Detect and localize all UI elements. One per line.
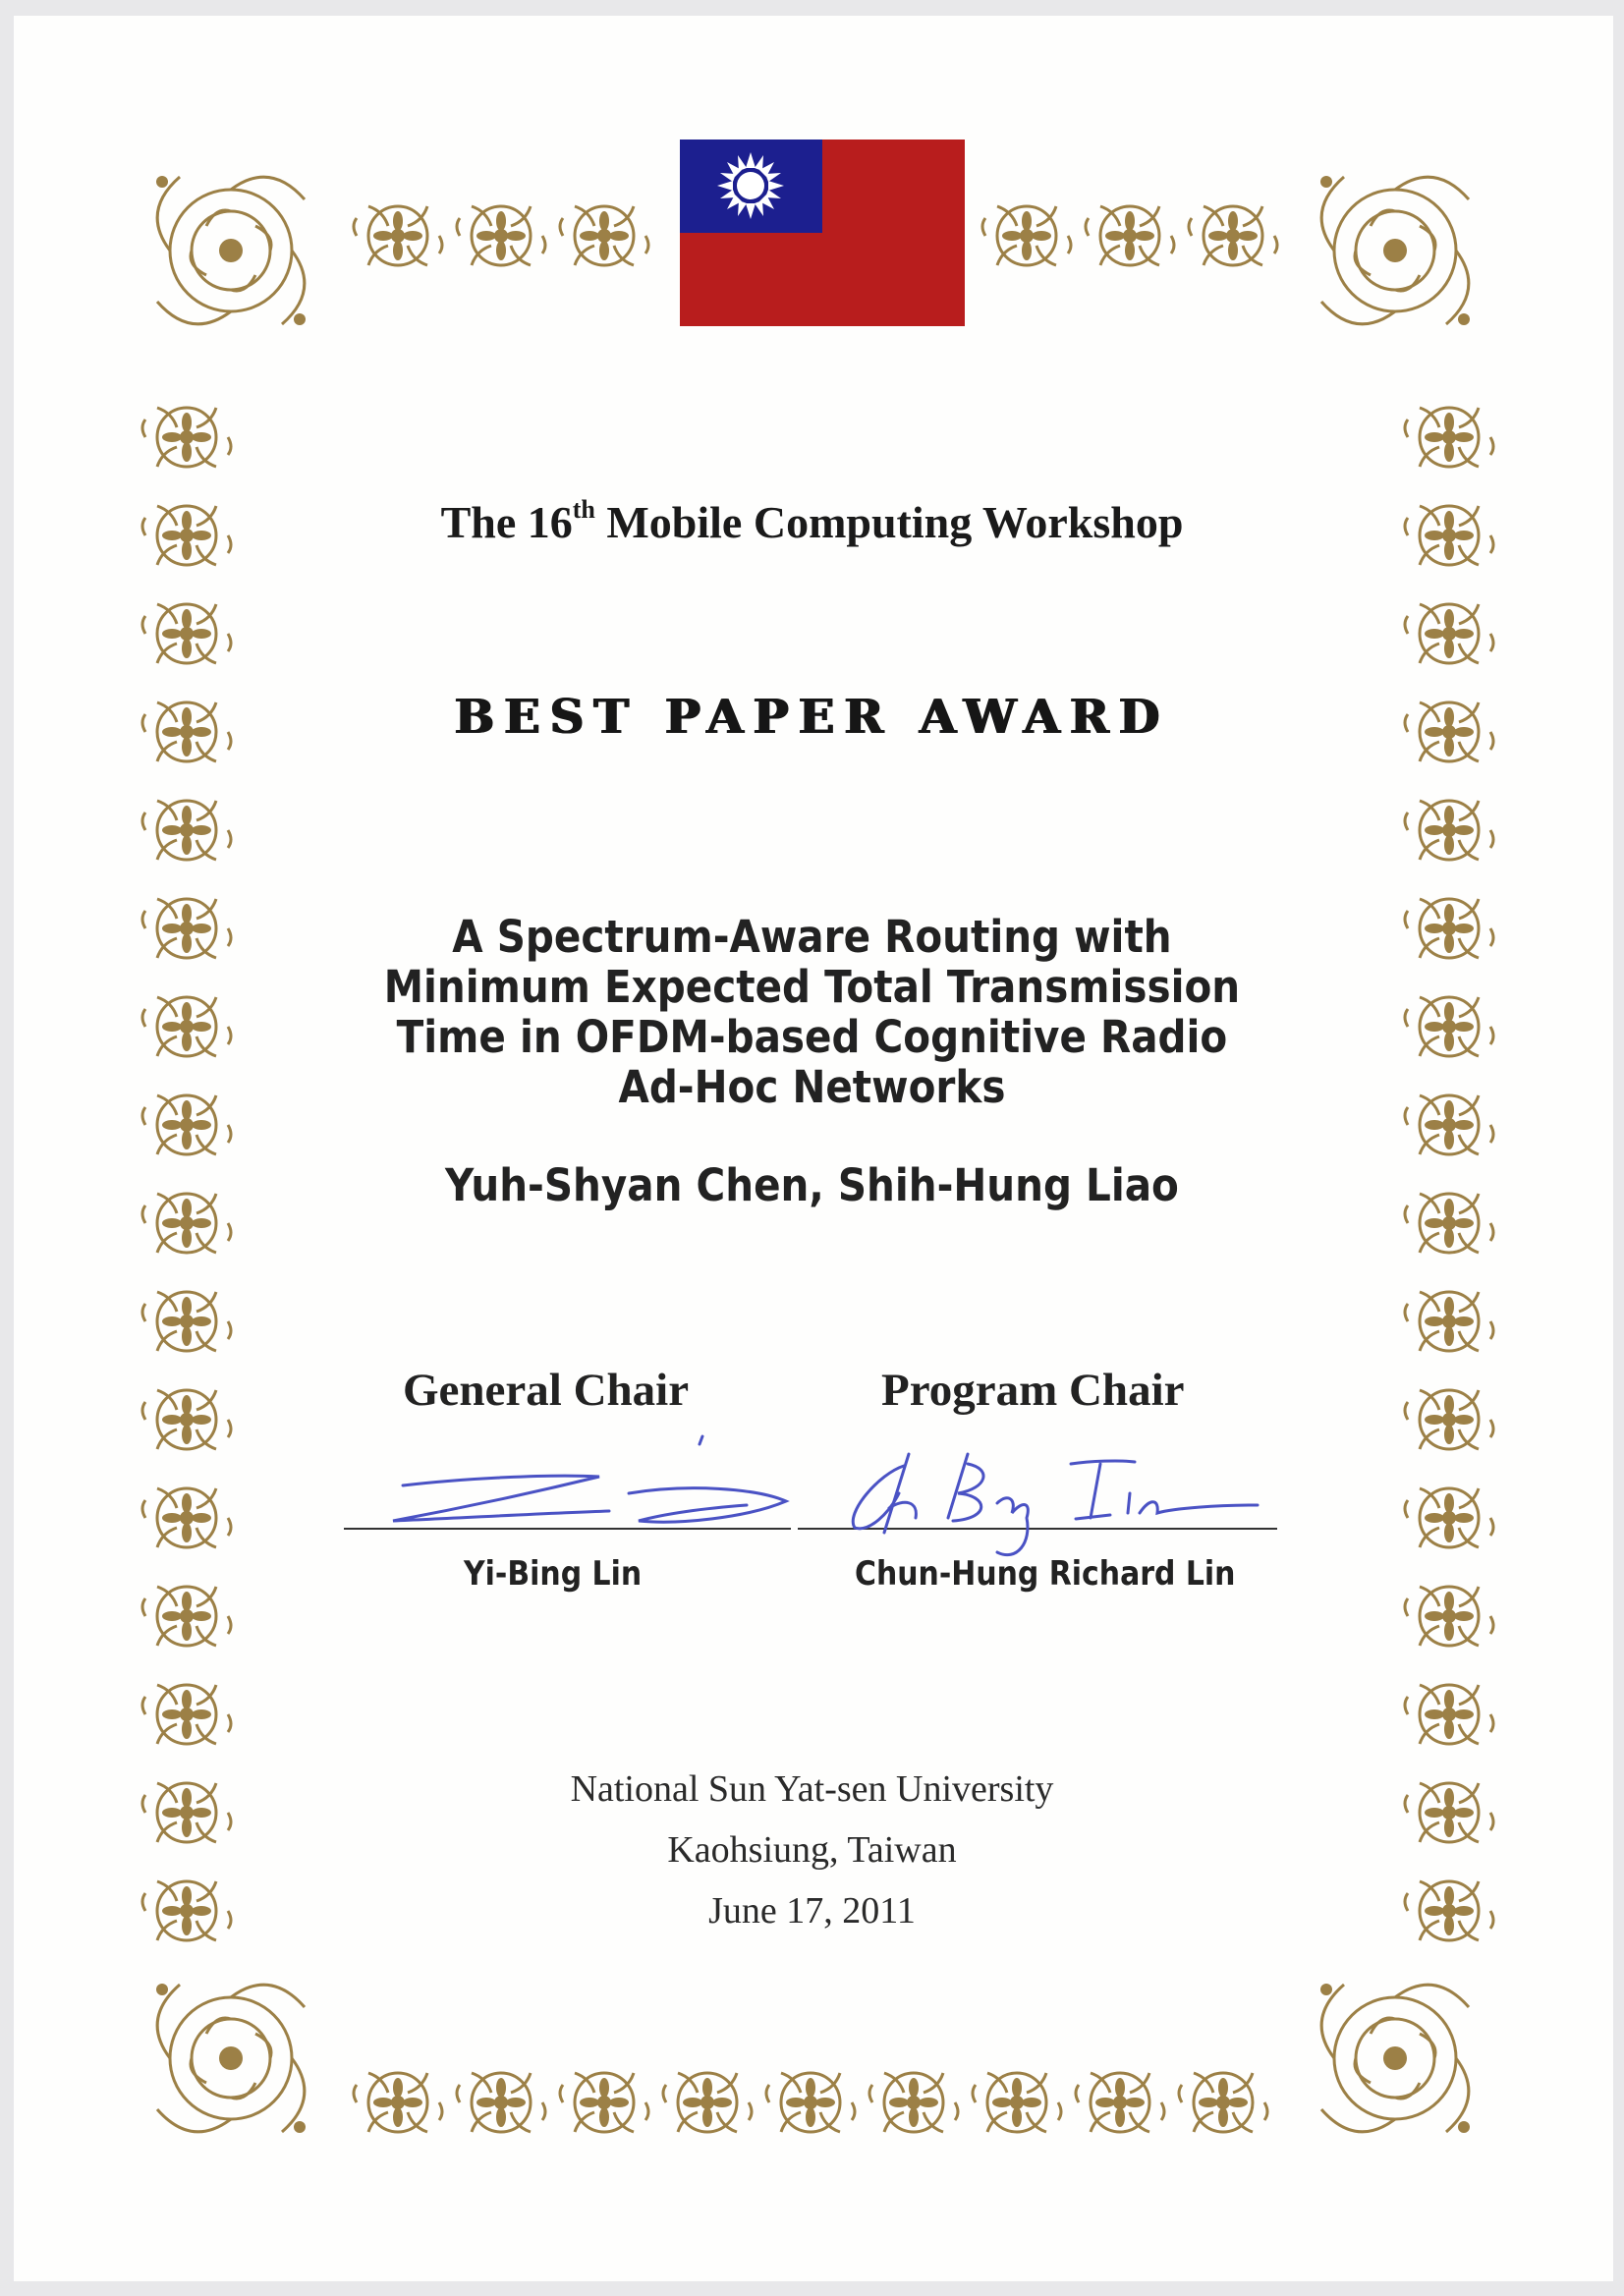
general-chair-name: Yi-Bing Lin xyxy=(464,1554,643,1594)
award-title: BEST PAPER AWARD xyxy=(454,690,1170,745)
paper-title-line: A Spectrum-Aware Routing with xyxy=(452,911,1172,963)
venue-location: Kaohsiung, Taiwan xyxy=(667,1829,957,1871)
paper-title-line: Time in OFDM-based Cognitive Radio xyxy=(396,1011,1228,1063)
workshop-prefix: The 16 xyxy=(440,497,573,547)
program-chair-signature xyxy=(853,1454,1258,1555)
program-chair-title: Program Chair xyxy=(881,1365,1185,1416)
paper-title-line: Minimum Expected Total Transmission xyxy=(383,961,1241,1013)
award-date: June 17, 2011 xyxy=(708,1890,916,1932)
workshop-suffix: Mobile Computing Workshop xyxy=(594,497,1184,547)
paper-title-line: Ad-Hoc Networks xyxy=(618,1061,1006,1113)
paper-authors: Yuh-Shyan Chen, Shih-Hung Liao xyxy=(445,1159,1179,1211)
general-chair-signature xyxy=(393,1436,786,1522)
workshop-ordinal-suffix: th xyxy=(572,494,595,524)
general-chair-title: General Chair xyxy=(403,1365,690,1416)
venue-institution: National Sun Yat-sen University xyxy=(570,1768,1054,1810)
program-chair-name: Chun-Hung Richard Lin xyxy=(855,1554,1236,1594)
